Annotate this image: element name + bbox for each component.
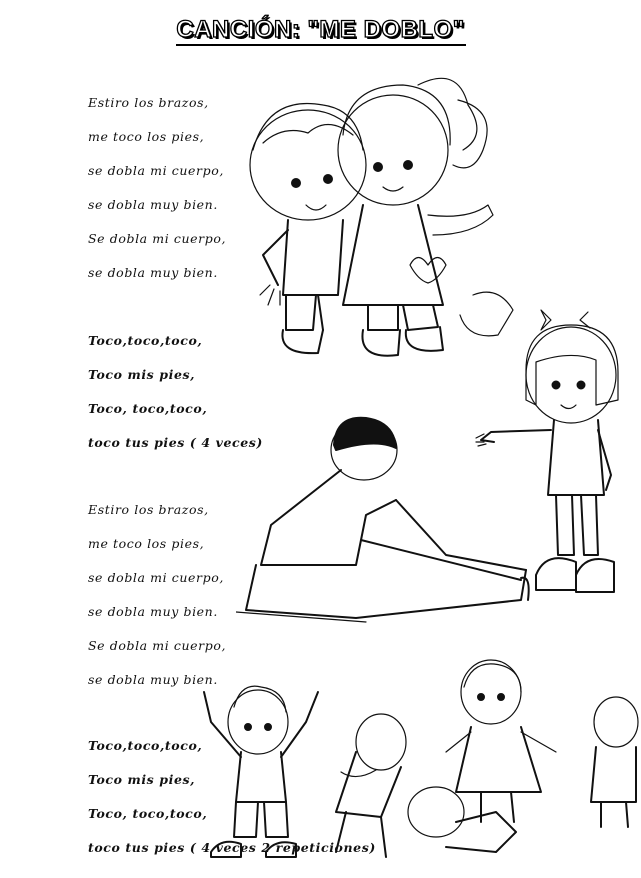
lyric-line: Toco,toco,toco,	[88, 333, 203, 348]
title-underline	[176, 44, 466, 46]
lyric-line: se dobla mi cuerpo,	[88, 163, 224, 178]
lyric-line: Toco, toco,toco,	[88, 401, 208, 416]
stanza-1	[88, 86, 226, 290]
stretching-children-illustration	[236, 300, 641, 640]
lyric-line: Toco mis pies,	[88, 772, 196, 787]
lyric-line: se dobla mi cuerpo,	[88, 570, 224, 585]
lyric-line: se dobla muy bien.	[88, 604, 218, 619]
lyric-line: Estiro los brazos,	[88, 95, 209, 110]
lyric-line: Toco,toco,toco,	[88, 738, 203, 753]
lyric-line: Se dobla mi cuerpo,	[88, 231, 227, 246]
lyric-line: se dobla muy bien.	[88, 672, 218, 687]
lyric-line: me toco los pies,	[88, 536, 205, 551]
lyric-line: Toco mis pies,	[88, 367, 196, 382]
lyric-line: se dobla muy bien.	[88, 197, 218, 212]
lyric-line: toco tus pies ( 4 veces)	[88, 435, 263, 450]
playing-children-illustration	[196, 652, 641, 874]
lyric-line: toco tus pies ( 4 veces 2 repeticiones)	[88, 840, 376, 855]
lyric-line: Se dobla mi cuerpo,	[88, 638, 227, 653]
lyric-line: Estiro los brazos,	[88, 502, 209, 517]
lyric-line: Toco, toco,toco,	[88, 806, 208, 821]
page-title: CANCIÓN: "ME DOBLO"	[176, 16, 465, 43]
lyric-line: se dobla muy bien.	[88, 265, 218, 280]
lyric-line: me toco los pies,	[88, 129, 205, 144]
